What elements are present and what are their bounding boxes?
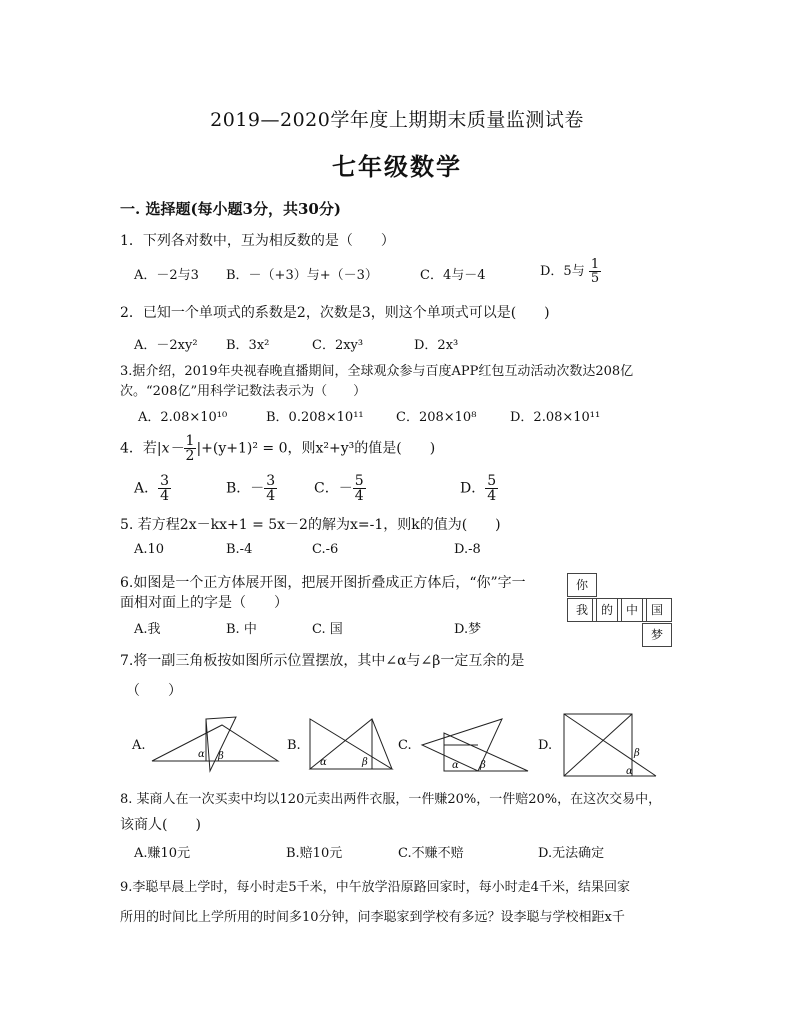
- fraction-numerator: 5: [487, 473, 497, 489]
- fraction-denominator: 4: [487, 488, 497, 504]
- q2-option-d: D．2x³: [414, 338, 459, 353]
- q4-stem-fraction: [184, 434, 197, 463]
- q8-option-b: B.赔10元: [286, 846, 343, 861]
- beta-label: β: [218, 751, 224, 762]
- fraction-numerator: 3: [160, 473, 170, 489]
- option-label: D．: [460, 480, 486, 497]
- net-cell-de: 的: [592, 598, 622, 622]
- q3-line1: 3.据介绍，2019年央视春晚直播期间，全球观众参与百度APP红包互动活动次数达208亿: [120, 364, 634, 379]
- q8-line2: 该商人( ): [120, 817, 201, 833]
- option-label: A．: [134, 480, 159, 497]
- net-cell-ni: 你: [567, 573, 597, 597]
- q1-option-b: B．－（+3）与+（－3）: [226, 268, 378, 283]
- q3-option-c: C．208×10⁸: [396, 410, 477, 425]
- q2-option-b: B．3x²: [226, 338, 270, 353]
- q7-option-b-label: B.: [287, 738, 301, 753]
- q3-line2: 次。“208亿”用科学记数法表示为（ ）: [120, 384, 367, 399]
- q6-option-a: A.我: [134, 622, 161, 637]
- q2-option-c: C．2xy³: [312, 338, 364, 353]
- q7-line2: （ ）: [126, 683, 182, 699]
- beta-label: β: [634, 748, 640, 759]
- q8-option-d: D.无法确定: [538, 846, 605, 861]
- net-cell-meng: 梦: [642, 623, 672, 647]
- q5-option-d: D.-8: [454, 542, 481, 557]
- q4-option-a: [134, 474, 171, 503]
- q8-option-c: C.不赚不赔: [398, 846, 464, 861]
- fraction-numerator: 1: [590, 257, 600, 272]
- q1-option-c: C．4与－4: [420, 268, 486, 283]
- fraction-denominator: 4: [160, 488, 170, 504]
- q3-option-a: A．2.08×10¹⁰: [138, 410, 228, 425]
- q4-option-b-fraction: [264, 474, 277, 503]
- q2-stem: 2．已知一个单项式的系数是2，次数是3，则这个单项式可以是( ): [120, 305, 550, 321]
- q7-option-d-label: D.: [538, 738, 553, 753]
- q1-option-d: [540, 258, 601, 285]
- q4-option-c: [314, 474, 366, 503]
- exam-title: 2019—2020学年度上期期末质量监测试卷: [210, 109, 584, 131]
- fraction-denominator: 2: [185, 448, 195, 464]
- q9-line2: 所用的时间比上学所用的时间多10分钟，问李聪家到学校有多远？设李聪与学校相距x千: [120, 910, 625, 925]
- alpha-label: α: [626, 766, 633, 777]
- q4-option-c-fraction: [353, 474, 366, 503]
- q8-option-a: A.赚10元: [134, 846, 191, 861]
- q1-option-d-fraction: [589, 258, 601, 285]
- alpha-label: α: [198, 749, 205, 760]
- q6-line2: 面相对面上的字是（ ）: [120, 595, 288, 611]
- q5-option-c: C.-6: [312, 542, 339, 557]
- q1-option-a: A．－2与3: [134, 268, 199, 283]
- fraction-numerator: 5: [354, 473, 364, 489]
- net-cell-guo: 国: [642, 598, 672, 622]
- alpha-label: α: [320, 757, 327, 768]
- q4-option-a-fraction: [158, 474, 171, 503]
- option-label: C．－: [314, 480, 353, 497]
- section-heading: 一. 选择题(每小题3分，共30分): [120, 200, 341, 218]
- q6-option-b: B. 中: [226, 622, 257, 637]
- q4-option-d-fraction: [485, 474, 498, 503]
- q4-option-d: [460, 474, 498, 503]
- fraction-denominator: 4: [266, 488, 276, 504]
- q8-line1: 8. 某商人在一次买卖中均以120元卖出两件衣服，一件赚20%，一件赔20%，在这次交易中，: [120, 792, 662, 807]
- net-cell-zhong: 中: [617, 598, 647, 622]
- q6-line1: 6.如图是一个正方体展开图，把展开图折叠成正方体后，“你”字一: [120, 575, 526, 591]
- q7-figure-b: [306, 715, 396, 775]
- fraction-denominator: 5: [590, 271, 600, 286]
- q5-option-b: B.-4: [226, 542, 253, 557]
- q2-option-a: A．－2xy²: [134, 338, 198, 353]
- q7-line1: 7.将一副三角板按如图所示位置摆放，其中∠α与∠β一定互余的是: [120, 653, 525, 669]
- q4-stem: [120, 434, 435, 463]
- q4-stem-prefix: 4．若|: [120, 440, 162, 457]
- alpha-label: α: [452, 760, 459, 771]
- q7-figure-c: [418, 715, 530, 775]
- fraction-numerator: 1: [185, 433, 195, 449]
- q9-line1: 9.李聪早晨上学时，每小时走5千米，中午放学沿原路回家时，每小时走4千米，结果回家: [120, 880, 630, 895]
- q1-option-d-prefix: D．5与: [540, 264, 585, 279]
- beta-label: β: [362, 757, 368, 768]
- q7-figure-a: [150, 715, 280, 775]
- option-label: B．－: [226, 480, 265, 497]
- fraction-numerator: 3: [266, 473, 276, 489]
- beta-label: β: [480, 760, 486, 771]
- q3-option-b: B．0.208×10¹¹: [266, 410, 364, 425]
- fraction-denominator: 4: [354, 488, 364, 504]
- q7-option-c-label: C.: [398, 738, 412, 753]
- q5-stem: 5. 若方程2x－kx+1 = 5x－2的解为x=-1，则k的值为( ): [120, 517, 501, 533]
- q7-option-a-label: A.: [132, 738, 146, 753]
- q3-option-d: D．2.08×10¹¹: [510, 410, 601, 425]
- q7-figure-d: [560, 710, 660, 780]
- q6-option-c: C. 国: [312, 622, 343, 637]
- net-cell-wo: 我: [567, 598, 597, 622]
- q5-option-a: A.10: [134, 542, 165, 557]
- q4-stem-x: x－: [161, 440, 184, 457]
- subject-title: 七年级数学: [332, 152, 462, 181]
- q4-option-b: [226, 474, 277, 503]
- q6-option-d: D.梦: [454, 622, 482, 637]
- q1-stem: 1．下列各对数中，互为相反数的是（ ）: [120, 233, 395, 249]
- q4-stem-rest: |+(y+1)² = 0，则x²+y³的值是( ): [196, 440, 436, 457]
